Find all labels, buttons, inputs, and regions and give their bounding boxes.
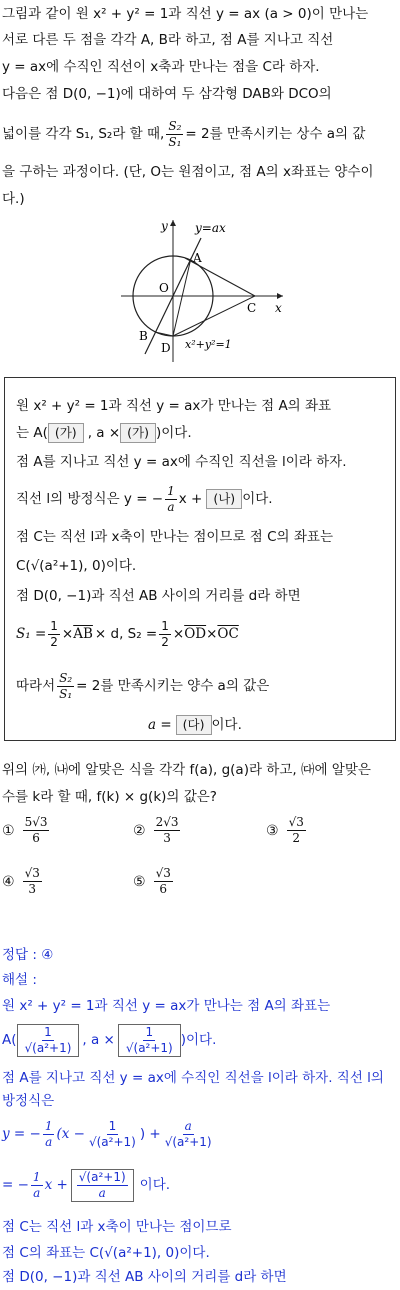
blank-ga-2: (가) xyxy=(120,423,156,443)
solution-6-frac-a xyxy=(31,1170,43,1201)
box-line-10a: a = xyxy=(148,717,172,733)
s1-label: S₁ = xyxy=(16,626,47,642)
geometry-figure xyxy=(115,214,290,364)
box-line-8-mid: × d, S₂ = xyxy=(94,626,158,642)
choice-4-number: ④ xyxy=(2,873,15,890)
solution-line-1: 원 x² + y² = 1과 직선 y = ax가 만나는 점 A의 좌표는 xyxy=(2,998,331,1014)
box-line-4a: 직선 l의 방정식은 y = − xyxy=(16,491,164,507)
solution-line-6a: = − xyxy=(2,1177,29,1193)
label-y-axis: y xyxy=(161,219,168,233)
solution-fraction-2 xyxy=(124,1025,175,1056)
blank-na: (나) xyxy=(206,489,242,509)
problem-line-5a: 넓이를 각각 S₁, S₂라 할 때, xyxy=(2,126,165,142)
blank-ga-1: (가) xyxy=(48,423,84,443)
box-line-9a: 따라서 xyxy=(16,678,56,694)
segment-DA xyxy=(173,258,191,336)
box-line-2c: )이다. xyxy=(156,425,192,441)
solution-fraction-1-num: 1 xyxy=(44,1024,52,1039)
box-line-4c: 이다. xyxy=(242,491,273,507)
solution-5-frac-a-den: a xyxy=(45,1134,53,1149)
box-line-4b: x + xyxy=(178,491,203,507)
solution-6-frac-b-den: a xyxy=(98,1185,106,1200)
box-line-5: 점 C는 직선 l과 x축이 만나는 점이므로 점 C의 좌표는 xyxy=(16,529,333,545)
solution-6-frac-a-num: 1 xyxy=(32,1169,41,1184)
half-numerator-1: 1 xyxy=(50,618,58,633)
choice-3-fraction xyxy=(287,815,306,846)
choice-1-denominator: 6 xyxy=(32,831,40,845)
choice-4-fraction xyxy=(23,866,42,897)
box-line-9 xyxy=(16,664,398,708)
solution-fraction-1 xyxy=(23,1025,74,1056)
solution-line-5b: (x − xyxy=(56,1126,85,1142)
choice-2-denominator: 3 xyxy=(163,831,171,845)
slope-fraction xyxy=(165,484,177,515)
box-line-1: 원 x² + y² = 1과 직선 y = ax가 만나는 점 A의 좌표 xyxy=(16,398,332,414)
box-line-2b: , a × xyxy=(87,425,121,441)
choice-2-fraction xyxy=(154,815,181,846)
choice-1[interactable] xyxy=(2,815,51,846)
box-line-8: S₁ = $\frac{1}{2}$ × $\overline{AB}$ × d, S₂ = $\frac{1}{2}$ × $\overline{OD}$ × $\overline{OC}$ xyxy=(16,618,239,649)
ratio-box-numerator: S₂ xyxy=(59,670,73,685)
box-line-4 xyxy=(16,479,398,519)
choice-5-numerator: √3 xyxy=(155,866,171,880)
blank-da: (다) xyxy=(176,715,212,735)
ratio-denominator: S₁ xyxy=(168,134,182,149)
choice-1-fraction xyxy=(23,815,50,846)
choice-5-number: ⑤ xyxy=(133,873,146,890)
problem-line-2: 서로 다른 두 점을 각각 A, B라 하고, 점 A를 지나고 직선 xyxy=(2,32,334,48)
solution-line-5 xyxy=(2,1112,398,1156)
ratio-numerator: S₂ xyxy=(168,118,182,133)
solution-fraction-2-den: √(a²+1) xyxy=(125,1040,173,1055)
solution-line-2-pre: A( xyxy=(2,1032,17,1048)
solution-line-6 xyxy=(2,1160,398,1210)
solution-line-2 xyxy=(2,1015,398,1065)
half-numerator-2: 1 xyxy=(161,618,169,633)
solution-blank-1 xyxy=(17,1024,80,1057)
half-fraction-2 xyxy=(159,619,171,650)
slope-denominator: a xyxy=(167,499,175,514)
ratio-fraction xyxy=(166,119,183,150)
solution-line-2-post: )이다. xyxy=(180,1032,217,1048)
solution-5-frac-c-den: √(a²+1) xyxy=(164,1134,212,1149)
solution-5-frac-b xyxy=(87,1119,138,1150)
problem-line-3: y = ax에 수직인 직선이 x축과 만나는 점을 C라 하자. xyxy=(2,59,320,75)
ratio-box-denominator: S₁ xyxy=(59,686,73,701)
choice-4-denominator: 3 xyxy=(28,882,37,896)
choice-4-numerator: √3 xyxy=(24,866,40,880)
problem-line-4: 다음은 점 D(0, −1)에 대하여 두 삼각형 DAB와 DCO의 xyxy=(2,86,332,102)
choice-5-denominator: 6 xyxy=(159,882,168,896)
label-O: O xyxy=(159,281,169,295)
problem-line-1: 그림과 같이 원 x² + y² = 1과 직선 y = ax (a > 0)이 만나는 xyxy=(2,6,369,22)
solution-5-frac-b-num: 1 xyxy=(108,1118,117,1133)
choice-3-denominator: 2 xyxy=(292,831,301,845)
box-line-10 xyxy=(148,715,398,735)
label-x-axis: x xyxy=(275,301,282,315)
choice-3-number: ③ xyxy=(266,822,279,839)
problem-line-5b: = 2를 만족시키는 상수 a의 값 xyxy=(185,126,366,142)
solution-6-frac-b-num: √(a²+1) xyxy=(78,1169,126,1184)
solution-fraction-1-den: √(a²+1) xyxy=(24,1040,72,1055)
choice-1-numerator: 5√3 xyxy=(24,815,48,829)
question-line-2: 수를 k라 할 때, f(k) × g(k)의 값은? xyxy=(2,789,217,805)
problem-line-5 xyxy=(2,112,398,156)
choice-1-number: ① xyxy=(2,822,15,839)
box-line-10b: 이다. xyxy=(211,717,242,733)
box-line-2a: 는 A( xyxy=(16,425,48,441)
choice-2[interactable] xyxy=(133,815,182,846)
y-axis-arrow-icon xyxy=(170,220,176,226)
label-A: A xyxy=(193,251,202,265)
box-line-6: C(√(a²+1), 0)이다. xyxy=(16,558,137,574)
solution-line-5c: ) + xyxy=(139,1126,161,1142)
choice-2-number: ② xyxy=(133,822,146,839)
half-denominator-1: 2 xyxy=(50,634,58,649)
x-axis-arrow-icon xyxy=(277,293,283,299)
label-line: y=ax xyxy=(195,221,226,235)
solution-5-frac-c-num: a xyxy=(184,1118,192,1133)
solution-6-frac-a-den: a xyxy=(33,1185,41,1200)
problem-line-7: 다.) xyxy=(2,191,25,207)
solution-5-frac-b-den: √(a²+1) xyxy=(88,1134,136,1149)
question-line-1: 위의 ㈎, ㈏에 알맞은 식을 각각 f(a), g(a)라 하고, ㈐에 알맞은 xyxy=(2,762,371,778)
solution-line-7: 점 C는 직선 l과 x축이 만나는 점이므로 xyxy=(2,1219,232,1235)
choice-5[interactable] xyxy=(133,866,175,897)
solution-line-2-mid: , a × xyxy=(82,1032,115,1048)
solution-5-frac-a xyxy=(43,1119,55,1150)
label-circle: x²+y²=1 xyxy=(185,338,232,351)
answer-line: 정답 : ④ xyxy=(2,947,54,963)
solution-line-3: 점 A를 지나고 직선 y = ax에 수직인 직선을 l이라 하자. 직선 l의 xyxy=(2,1070,384,1086)
segment-DC xyxy=(173,296,255,336)
solution-blank-2 xyxy=(118,1024,181,1057)
segment-ab: $\overline{AB}$ xyxy=(73,626,93,642)
half-denominator-2: 2 xyxy=(161,634,169,649)
solution-6-frac-b xyxy=(77,1170,128,1201)
label-D: D xyxy=(161,341,171,355)
slope-numerator: 1 xyxy=(167,483,175,498)
segment-oc: $\overline{OC}$ xyxy=(217,626,239,642)
solution-line-8: 점 C의 좌표는 C(√(a²+1), 0)이다. xyxy=(2,1245,210,1261)
solution-line-6c: 이다. xyxy=(139,1177,171,1193)
solution-line-9: 점 D(0, −1)과 직선 AB 사이의 거리를 d라 하면 xyxy=(2,1269,287,1285)
label-B: B xyxy=(139,329,148,343)
choice-3-numerator: √3 xyxy=(288,815,304,829)
box-line-2 xyxy=(16,423,398,443)
segment-od: $\overline{OD}$ xyxy=(184,626,207,642)
problem-line-6: 을 구하는 과정이다. (단, O는 원점이고, 점 A의 x좌표는 양수이 xyxy=(2,164,374,180)
solution-fraction-2-num: 1 xyxy=(145,1024,154,1039)
box-line-7: 점 D(0, −1)과 직선 AB 사이의 거리를 d라 하면 xyxy=(16,588,301,604)
label-C: C xyxy=(247,301,257,315)
solution-line-4: 방정식은 xyxy=(2,1093,55,1109)
solution-5-frac-c xyxy=(163,1119,214,1150)
solution-heading: 해설 : xyxy=(2,972,37,988)
ratio-fraction-box xyxy=(57,671,74,702)
choice-3[interactable] xyxy=(266,815,308,846)
half-fraction-1 xyxy=(48,619,60,650)
solution-line-5a: y = − xyxy=(2,1126,41,1142)
choice-2-numerator: 2√3 xyxy=(155,815,179,829)
choice-5-fraction xyxy=(154,866,173,897)
solution-blank-3 xyxy=(71,1169,134,1202)
box-line-3: 점 A를 지나고 직선 y = ax에 수직인 직선을 l이라 하자. xyxy=(16,454,347,470)
choice-4[interactable] xyxy=(2,866,44,897)
box-line-9b: = 2를 만족시키는 양수 a의 값은 xyxy=(76,678,270,694)
solution-5-frac-a-num: 1 xyxy=(44,1118,53,1133)
solution-line-6b: x + xyxy=(44,1177,68,1193)
